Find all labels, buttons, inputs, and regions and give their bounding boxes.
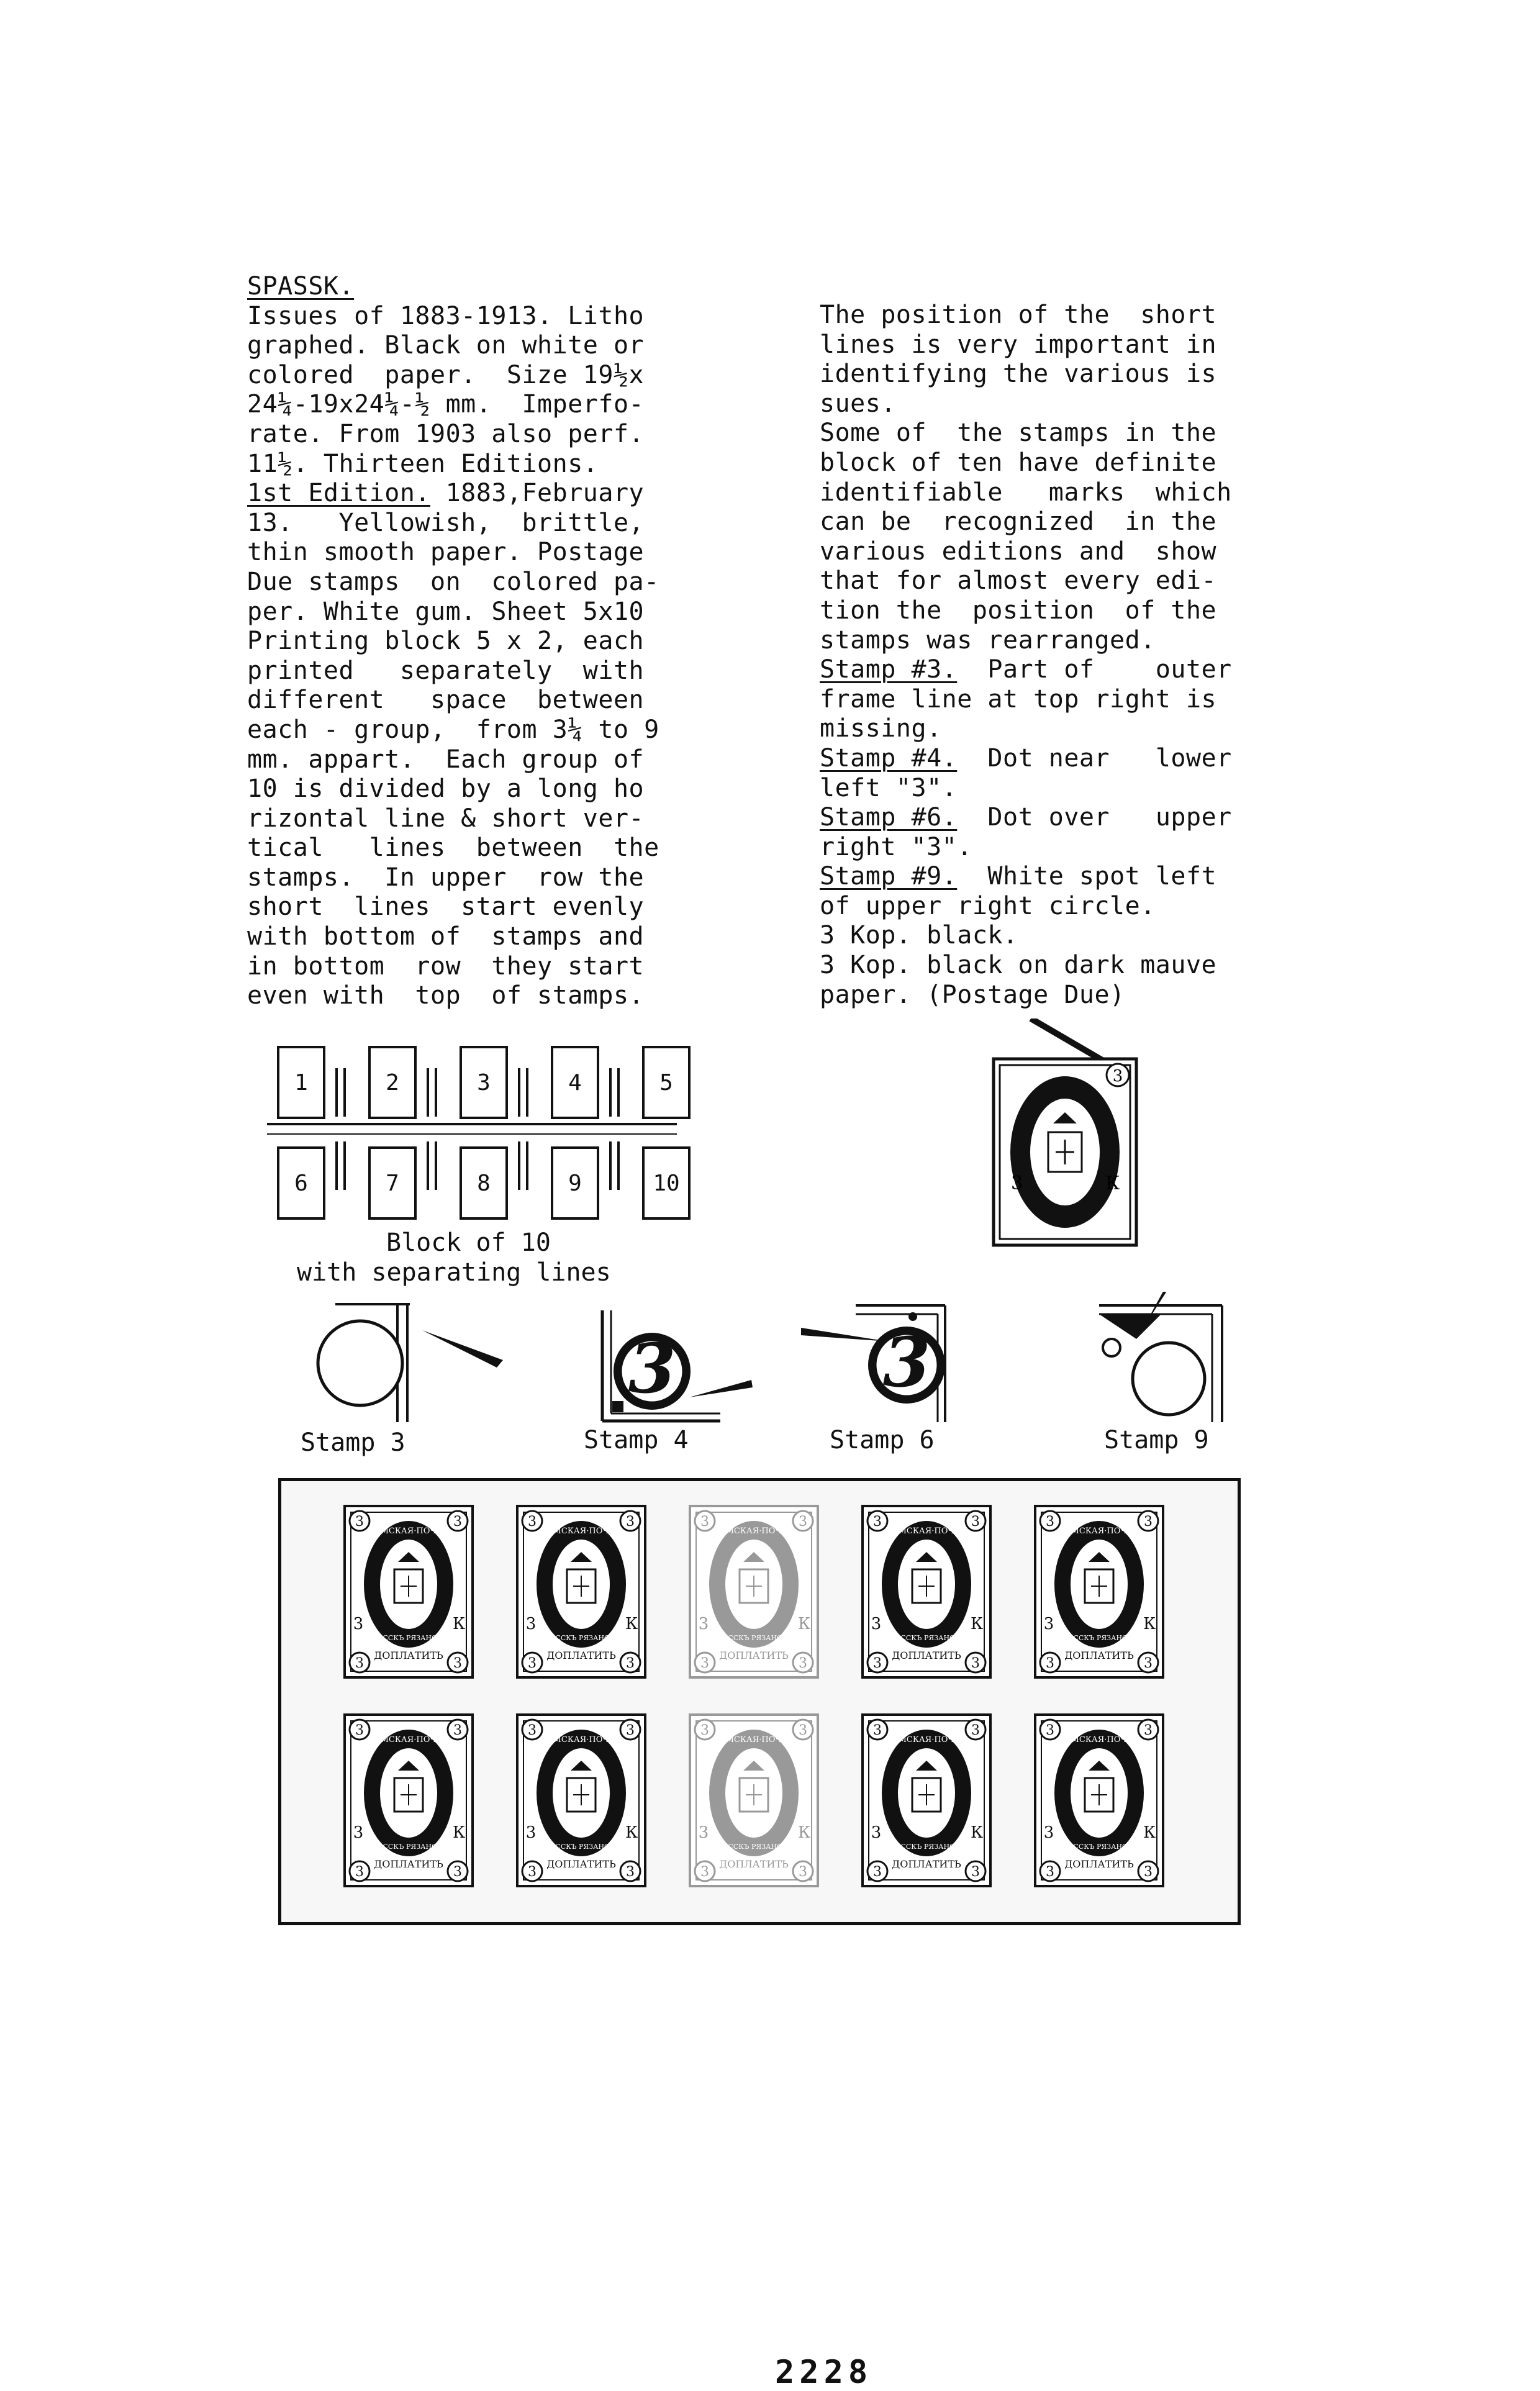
stamp-value-numeral: 3 — [698, 1823, 709, 1842]
stamp-value-numeral: 3 — [871, 1615, 882, 1633]
stamp-side-inscription: СПАССКЪ РЯЗАНСКІЙ — [539, 1634, 623, 1642]
stamp-corner-numeral: 3 — [1144, 1656, 1153, 1671]
stamp-side-inscription: СПАССКЪ РЯЗАНСКІЙ — [366, 1634, 451, 1642]
stamp-corner-numeral: 3 — [971, 1864, 980, 1880]
stamp6-caption: Stamp 6 — [830, 1426, 935, 1454]
stamp-image — [516, 1713, 646, 1887]
block-stamp-number: 5 — [659, 1069, 673, 1096]
left-paragraph-2-line: even with top of stamps. — [247, 981, 645, 1010]
stamp-top-inscription: ЗЕМСКАЯ·ПОЧТА — [1060, 1735, 1138, 1744]
block-caption-line2: with separating lines — [297, 1258, 611, 1287]
stamp-corner-numeral: 3 — [1144, 1864, 1153, 1880]
stamp3-caption: Stamp 3 — [301, 1428, 405, 1457]
stamp-corner-value: 3 — [1112, 1067, 1123, 1086]
block-caption-line1: Block of 10 — [386, 1228, 551, 1257]
block-stamp-position — [642, 1046, 691, 1119]
left-paragraph-1-line: 11½. Thirteen Editions. — [247, 449, 599, 478]
stamp-value-numeral: 3 — [698, 1615, 709, 1633]
stamp3-text: Part of outer — [957, 655, 1232, 684]
block-stamp-position — [368, 1046, 417, 1119]
stamp3-pointer — [422, 1330, 503, 1368]
stamp-corner-numeral: 3 — [799, 1864, 807, 1880]
stamp-corner-numeral: 3 — [799, 1656, 807, 1671]
stamp-image — [861, 1505, 992, 1679]
stamp-image — [343, 1713, 474, 1887]
stamp-value-kopeck: К — [797, 1823, 811, 1842]
stamp-top-inscription: ЗЕМСКАЯ·ПОЧТА — [369, 1527, 448, 1536]
svg-text:3: 3 — [628, 1328, 676, 1409]
stamp-value-numeral: 3 — [353, 1823, 364, 1842]
stamp-corner-numeral: 3 — [355, 1864, 364, 1880]
stamp-value-kopeck: К — [1143, 1615, 1156, 1633]
left-paragraph-2-line: different space between — [247, 686, 645, 715]
right-paragraph-line: stamps was rearranged. — [820, 625, 1156, 655]
stamp9-continuation — [820, 892, 1232, 1010]
left-paragraph-2-line: Printing block 5 x 2, each — [247, 627, 645, 656]
stamp-top-inscription: ЗЕМСКАЯ·ПОЧТА — [887, 1527, 966, 1536]
stamp6-label: Stamp #6. — [820, 803, 958, 832]
stamp-side-inscription: СПАССКЪ РЯЗАНСКІЙ — [712, 1843, 796, 1851]
stamp-corner-numeral: 3 — [1046, 1656, 1054, 1671]
block-stamp-position — [277, 1046, 325, 1119]
left-paragraph-2-line: in bottom row they start — [247, 951, 645, 981]
stamp-corner-numeral: 3 — [799, 1723, 807, 1738]
stamp9-caption: Stamp 9 — [1104, 1426, 1209, 1454]
left-paragraph-1-line: graphed. Black on white or — [247, 331, 645, 360]
block-stamp-position — [460, 1046, 508, 1119]
right-paragraph-line: identifiable marks which — [820, 478, 1232, 507]
stamp-side-inscription: СПАССКЪ РЯЗАНСКІЙ — [712, 1634, 796, 1642]
stamp-image — [516, 1505, 646, 1679]
right-paragraph-line: that for almost every edi- — [820, 566, 1217, 596]
stamp-corner-numeral: 3 — [1144, 1514, 1153, 1530]
block-stamp-position — [277, 1146, 325, 1220]
stamp-corner-numeral: 3 — [799, 1514, 807, 1530]
stamp-bottom-inscription: ДОПЛАТИТЬ — [719, 1649, 789, 1661]
block-stamp-position — [551, 1046, 599, 1119]
stamp4-continuation — [820, 774, 1232, 804]
block-stamp-number: 9 — [568, 1170, 582, 1196]
stamp6-note-line: right "3". — [820, 832, 972, 861]
right-paragraph-line: sues. — [820, 389, 896, 418]
stamp-corner-numeral: 3 — [700, 1723, 709, 1738]
page-number: 2228 — [775, 2354, 873, 2391]
stamp-corner-numeral: 3 — [1046, 1723, 1054, 1738]
right-paragraph-line: can be recognized in the — [820, 507, 1217, 537]
stamp-image — [861, 1713, 992, 1887]
stamp6-pointer — [801, 1328, 888, 1341]
right-paragraph — [820, 301, 1232, 655]
stamp-bottom-inscription: ДОПЛАТИТЬ — [719, 1858, 789, 1870]
stamp-bottom-inscription: ДОПЛАТИТЬ — [1064, 1858, 1134, 1870]
stamp-value-kopeck: К — [797, 1615, 811, 1633]
stamp-block-photo — [278, 1478, 1241, 1925]
stamp-corner-numeral: 3 — [700, 1864, 709, 1880]
stamp-corner-numeral: 3 — [971, 1656, 980, 1671]
stamp-corner-numeral: 3 — [528, 1864, 537, 1880]
left-paragraph-2-line: 10 is divided by a long ho — [247, 774, 645, 804]
stamp-value-numeral: 3 — [1043, 1823, 1054, 1842]
stamp-value-kopeck: К — [970, 1615, 984, 1633]
stamp-image — [689, 1713, 819, 1887]
stamp9-note-line: paper. (Postage Due) — [820, 980, 1125, 1009]
stamp-corner-numeral: 3 — [626, 1864, 635, 1880]
stamp-corner-numeral: 3 — [873, 1864, 882, 1880]
stamp-corner-numeral: 3 — [873, 1514, 882, 1530]
block-stamp-number: 10 — [653, 1170, 680, 1196]
stamp3-detail — [318, 1304, 503, 1422]
stamp-side-inscription: СПАССКЪ РЯЗАНСКІЙ — [366, 1843, 451, 1851]
stamp-bottom-inscription: ДОПЛАТИТЬ — [374, 1858, 443, 1870]
block-stamp-number: 4 — [568, 1069, 582, 1096]
section-heading: SPASSK. — [247, 272, 355, 301]
block-stamp-position — [551, 1146, 599, 1220]
stamp-top-inscription: ЗЕМСКАЯ·ПОЧТА — [1060, 1527, 1138, 1536]
stamp-corner-numeral: 3 — [873, 1723, 882, 1738]
stamp-corner-numeral: 3 — [626, 1723, 635, 1738]
stamp-corner-numeral: 3 — [1144, 1723, 1153, 1738]
right-text-column — [820, 301, 1232, 1010]
stamp-corner-numeral: 3 — [1046, 1864, 1054, 1880]
edition-label: 1st Edition. — [247, 479, 430, 508]
stamp-value-numeral: 3 — [525, 1823, 537, 1842]
right-paragraph-line: lines is very important in — [820, 330, 1217, 359]
left-paragraph-2-line: 13. Yellowish, brittle, — [247, 508, 645, 537]
stamp3-continuation — [820, 685, 1232, 744]
block-stamp-position — [460, 1146, 508, 1220]
stamp-corner-numeral: 3 — [355, 1656, 364, 1671]
stamp-bottom-inscription: ДОПЛАТИТЬ — [546, 1858, 616, 1870]
stamp-side-inscription: СПАССКЪ РЯЗАНСКІЙ — [1057, 1634, 1141, 1642]
stamp-corner-numeral: 3 — [453, 1864, 462, 1880]
left-paragraph-2-line: thin smooth paper. Postage — [247, 538, 645, 567]
stamp4-detail — [602, 1310, 753, 1421]
stamp-bottom-inscription: ДОПЛАТИТЬ — [1064, 1649, 1134, 1661]
stamp-top-inscription: ЗЕМСКАЯ·ПОЧТА — [887, 1735, 966, 1744]
stamp-value-kopeck: К — [625, 1615, 638, 1633]
stamp-image — [1034, 1505, 1164, 1679]
left-paragraph-1 — [247, 302, 659, 479]
block-stamp-position — [642, 1146, 691, 1220]
stamp-top-inscription: ЗЕМСКАЯ·ПОЧТА — [542, 1527, 620, 1536]
stamp-value-numeral: 3 — [871, 1823, 882, 1842]
stamp3-label: Stamp #3. — [820, 655, 958, 684]
stamp4-note — [820, 744, 1232, 774]
stamp9-note — [820, 862, 1232, 892]
left-paragraph-1-line: 24¼-19x24¼-½ mm. Imperfo- — [247, 390, 645, 419]
block-stamp-number: 7 — [386, 1170, 399, 1196]
stamp4-text: Dot near lower — [957, 743, 1232, 773]
edition-text: 1883,February — [430, 479, 645, 508]
stamp4-note-line: left "3". — [820, 773, 958, 802]
stamp-bottom-inscription: ДОПЛАТИТЬ — [892, 1858, 961, 1870]
stamp-side-inscription: СПАССКЪ РЯЗАНСКІЙ — [1057, 1843, 1141, 1851]
stamp-corner-numeral: 3 — [528, 1656, 537, 1671]
stamp-corner-numeral: 3 — [453, 1723, 462, 1738]
left-text-column — [247, 272, 659, 1011]
stamp-side-inscription: СПАССКЪ РЯЗАНСКІЙ — [884, 1843, 969, 1851]
stamp4-label: Stamp #4. — [820, 743, 958, 773]
stamp-corner-numeral: 3 — [626, 1514, 635, 1530]
stamp3-note-line: missing. — [820, 714, 942, 743]
left-paragraph-2 — [247, 509, 659, 1011]
edition-line — [247, 479, 659, 509]
block-stamp-number: 1 — [294, 1069, 308, 1096]
stamp-side-inscription: СПАССКЪ РЯЗАНСКІЙ — [539, 1843, 623, 1851]
stamp3-note-line: frame line at top right is — [820, 684, 1217, 714]
stamp-value-numeral: 3 — [1043, 1615, 1054, 1633]
stamp-corner-numeral: 3 — [1046, 1514, 1054, 1530]
stamp-details-diagram — [292, 1292, 1261, 1447]
stamp9-note-line: of upper right circle. — [820, 891, 1156, 920]
left-paragraph-2-line: per. White gum. Sheet 5x10 — [247, 597, 645, 626]
stamp6-note — [820, 803, 1232, 833]
left-paragraph-1-line: Issues of 1883-1913. Litho — [247, 301, 645, 330]
left-paragraph-2-line: mm. appart. Each group of — [247, 745, 645, 774]
stamp-side-inscription: СПАССКЪ РЯЗАНСКІЙ — [884, 1634, 969, 1642]
left-paragraph-2-line: rizontal line & short ver- — [247, 804, 645, 833]
block-stamp-number: 8 — [477, 1170, 491, 1196]
stamp-corner-numeral: 3 — [873, 1656, 882, 1671]
stamp9-note-line: 3 Kop. black. — [820, 921, 1018, 950]
right-paragraph-line: identifying the various is — [820, 360, 1217, 389]
stamp9-label: Stamp #9. — [820, 862, 958, 891]
pointer-arrow — [1031, 1019, 1105, 1062]
stamp-image — [343, 1505, 474, 1679]
stamp-value-kopeck: К — [452, 1615, 466, 1633]
stamp-corner-numeral: 3 — [700, 1514, 709, 1530]
stamp-value-numeral: 3 — [353, 1615, 364, 1633]
stamp-corner-numeral: 3 — [453, 1514, 462, 1530]
stamp-corner-numeral: 3 — [453, 1656, 462, 1671]
stamp4-caption: Stamp 4 — [584, 1426, 689, 1454]
stamp-value-numeral: 3 — [525, 1615, 537, 1633]
stamp-value-kopeck: К — [970, 1823, 984, 1842]
stamp-corner-numeral: 3 — [355, 1723, 364, 1738]
right-paragraph-line: The position of the short — [820, 301, 1217, 329]
left-paragraph-1-line: rate. From 1903 also perf. — [247, 419, 645, 448]
stamp9-detail — [1099, 1292, 1222, 1422]
stamp4-pointer — [689, 1380, 753, 1397]
stamp-image — [1034, 1713, 1164, 1887]
block-stamp-number: 2 — [386, 1069, 399, 1096]
stamp-value-left: 3 — [1011, 1173, 1023, 1194]
stamp-bottom-inscription: ДОПЛАТИТЬ — [546, 1649, 616, 1661]
stamp6-detail — [801, 1305, 945, 1422]
stamp9-note-line: 3 Kop. black on dark mauve — [820, 951, 1217, 980]
stamp-corner-numeral: 3 — [355, 1514, 364, 1530]
stamp-value-kopeck: К — [1143, 1823, 1156, 1842]
svg-text:3: 3 — [882, 1322, 931, 1402]
stamp-value-right: К — [1105, 1173, 1120, 1194]
stamp-top-inscription: ЗЕМСКАЯ·ПОЧТА — [542, 1735, 620, 1744]
left-paragraph-2-line: stamps. In upper row the — [247, 863, 645, 892]
right-paragraph-line: various editions and show — [820, 537, 1217, 566]
stamp-corner-numeral: 3 — [971, 1514, 980, 1530]
stamp-bottom-inscription: ДОПЛАТИТЬ — [892, 1649, 961, 1661]
block-stamp-number: 6 — [294, 1170, 308, 1196]
left-paragraph-2-line: each - group, from 3¼ to 9 — [247, 715, 659, 744]
block-of-ten-diagram — [267, 1025, 689, 1230]
stamp-corner-numeral: 3 — [971, 1723, 980, 1738]
left-paragraph-1-line: colored paper. Size 19½x — [247, 360, 645, 389]
stamp-image — [689, 1505, 819, 1679]
stamp-corner-numeral: 3 — [700, 1656, 709, 1671]
block-stamp-position — [368, 1146, 417, 1220]
left-paragraph-2-line: printed separately with — [247, 656, 645, 685]
stamp-corner-numeral: 3 — [528, 1723, 537, 1738]
stamp-value-kopeck: К — [625, 1823, 638, 1842]
left-paragraph-2-line: Due stamps on colored pa- — [247, 567, 659, 596]
stamp-bottom-inscription: ДОПЛАТИТЬ — [374, 1649, 443, 1661]
block-stamp-number: 3 — [477, 1069, 491, 1096]
stamp6-text: Dot over upper — [957, 803, 1232, 832]
stamp-top-inscription: ЗЕМСКАЯ·ПОЧТА — [369, 1735, 448, 1744]
stamp-top-inscription: ЗЕМСКАЯ·ПОЧТА — [715, 1735, 793, 1744]
stamp-top-inscription: ЗЕМСКАЯ·ПОЧТА — [715, 1527, 793, 1536]
stamp-value-kopeck: К — [452, 1823, 466, 1842]
stamp-corner-numeral: 3 — [626, 1656, 635, 1671]
left-paragraph-2-line: tical lines between the — [247, 833, 659, 863]
stamp3-note — [820, 655, 1232, 685]
left-paragraph-2-line: with bottom of stamps and — [247, 922, 645, 951]
left-paragraph-2-line: short lines start evenly — [247, 892, 645, 922]
right-paragraph-line: tion the position of the — [820, 596, 1217, 625]
right-paragraph-line: Some of the stamps in the — [820, 419, 1217, 448]
right-paragraph-line: block of ten have definite — [820, 448, 1217, 477]
stamp9-text: White spot left — [957, 862, 1217, 891]
stamp-corner-numeral: 3 — [528, 1514, 537, 1530]
single-stamp-illustration — [981, 1019, 1149, 1254]
stamp6-continuation — [820, 833, 1232, 863]
